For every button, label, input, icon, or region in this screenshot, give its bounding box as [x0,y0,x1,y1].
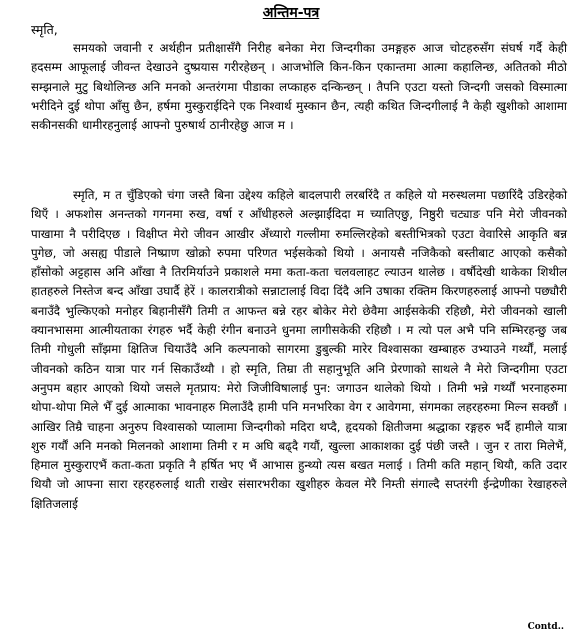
page-title: अन्तिम-पत्र [262,5,320,21]
paragraph-2: स्मृति, म त चुँडिएको चंगा जस्तै बिना उद्देश्य कहिले बादलपारी लरबरिंदै त कहिले यो मरुस्थलमा पछारिंदै उडिरहेको थिएँ । अफशोस अनन्तको गगनमा रुख, वर्षा र आँधीहरुले अल्झाईंदिदा म च्यातिएछु, निष्ठुरी चट्याङ पनि मेरो जीवनको पाखामा नै परीदिएछ । विक्षीप्त मेरो जीवन आखीर अँध्यारो गल्लीमा रुमल्लिरहेको बस्तीभित्रको एउटा वेवारिसे आकृति बन्न पुगेछ, जो असह्य पीडाले निष्प्राण खोक्रो रुपमा परिणत भईसकेको थियो । अनायसै नजिकैको बस्तीबाट आएको कसैको हाँसोको अट्टहास अनि आँखा नै तिरमिर्याउने प्रकाशले ममा कता-कता चलवलाहट ल्याउन थालेछ । वर्षौदेखी थाकेका शिथील हातहरुले निस्तेज बन्द आँखा उघार्दै हेरें । कालरात्रीको सन्नाटालाई विदा दिंदै अनि उषाका रक्तिम किरणहरुलाई आफ्नो पछ्यौरी बनाउँदै भुल्किएको मनोहर बिहानीसँगै तिमी त आफन्त बन्ने रहर बोकेर मेरो छेवैमा आईसकेकी रहिछौ, मेरो जीवनको खाली क्यानभासमा आत्मीयताका रंगहरु भर्दै केही रंगीन बनाउने धुनमा लागीसकेकी रहिछौ । म त्यो पल अभै पनि सम्भिरहन्छु जब तिमी गोधुली साँझमा क्षितिज चियाउँदै अनि कल्पनाको सागरमा डुबुल्की मारेर विश्वासका खम्बाहरु उभ्याउने गर्थ्यौं, मलाई जीवनको कठिन यात्रा पार गर्न सिकाउँथ्यौ । हो स्मृति, तिम्रा ती सहानुभूति अनि प्रेरणाको साथले नै मेरो जिन्दगीमा एउटा अनुपम बहार आएको थियो जसले मृतप्राय: मेरो जिजीविषालाई पुन: जगाउन थालेको थियो । तिमी भन्ने गर्थ्यौं भरनाहरुमा थोपा-थोपा मिले भैँ दुई आत्माका भावनाहरु मिलाउँदै हामी पनि मनभरिका वेग र आवेगमा, संगमका लहरहरुमा मिल्न सक्छौं । आखिर तिम्रै चाहना अनुरुप विश्वासको प्यालामा जिन्दगीको मदिरा थप्दै, हृदयको क्षितीजमा श्रद्धाका रङ्गहरु भर्दै हामीले यात्रा शुरु गर्यौं अनि मनको मिलनको आशामा तिमी र म अघि बढ्दै गयौं, खुल्ला आकाशका दुई पंछी जस्तै । जुन र तारा मिलेभैं, हिमाल मुस्कुराएभैं कता-कता प्रकृति नै हर्षित भए भैं आभास हुन्थ्यो त्यस बखत मलाई । तिमी कति महान् थियौ, कति उदार थियौ जो आफ्ना सारा रहरहरुलाई थाती राखेर संसारभरीका खुशीहरु केवल मेरै निम्ती संगाल्दै सप्तरंगी ईन्द्रेणीका रेखाहरुले क्षितिजलाई [31,188,567,511]
continued-note: Contd.. [527,622,564,632]
salutation: स्मृति, [31,22,58,37]
paragraph-1: समयको जवानी र अर्थहीन प्रतीक्षासँगै निरीह बनेका मेरा जिन्दगीका उमङ्गहरु आज चोटहरुसँग संघर्ष गर्दै केही हदसम्म आफूलाई जीवन्त देखाउने दुष्प्रयास गरीरहेछन् । आजभोलि किन-किन एकान्तमा आत्मा कहालिन्छ, अतितको मीठो सम्झनाले मुटु बिथोलिन्छ अनि मनको अन्तरंगमा पीडाका लप्काहरु दन्किन्छन् । तैपनि एउटा यस्तो जिन्दगी जसको विस्मात्मा भरीदिने दुई थोपा आँसु छैन, हर्षमा मुस्कुराईदिने एक निश्वार्थ मुस्कान छैन, त्यही कथित जिन्दगीलाई नै केही खुशीको आशामा सकीनसकी धामीरहनुलाई आफ्नो पुरुषार्थ ठानीरहेछु आज म । [31,41,567,133]
